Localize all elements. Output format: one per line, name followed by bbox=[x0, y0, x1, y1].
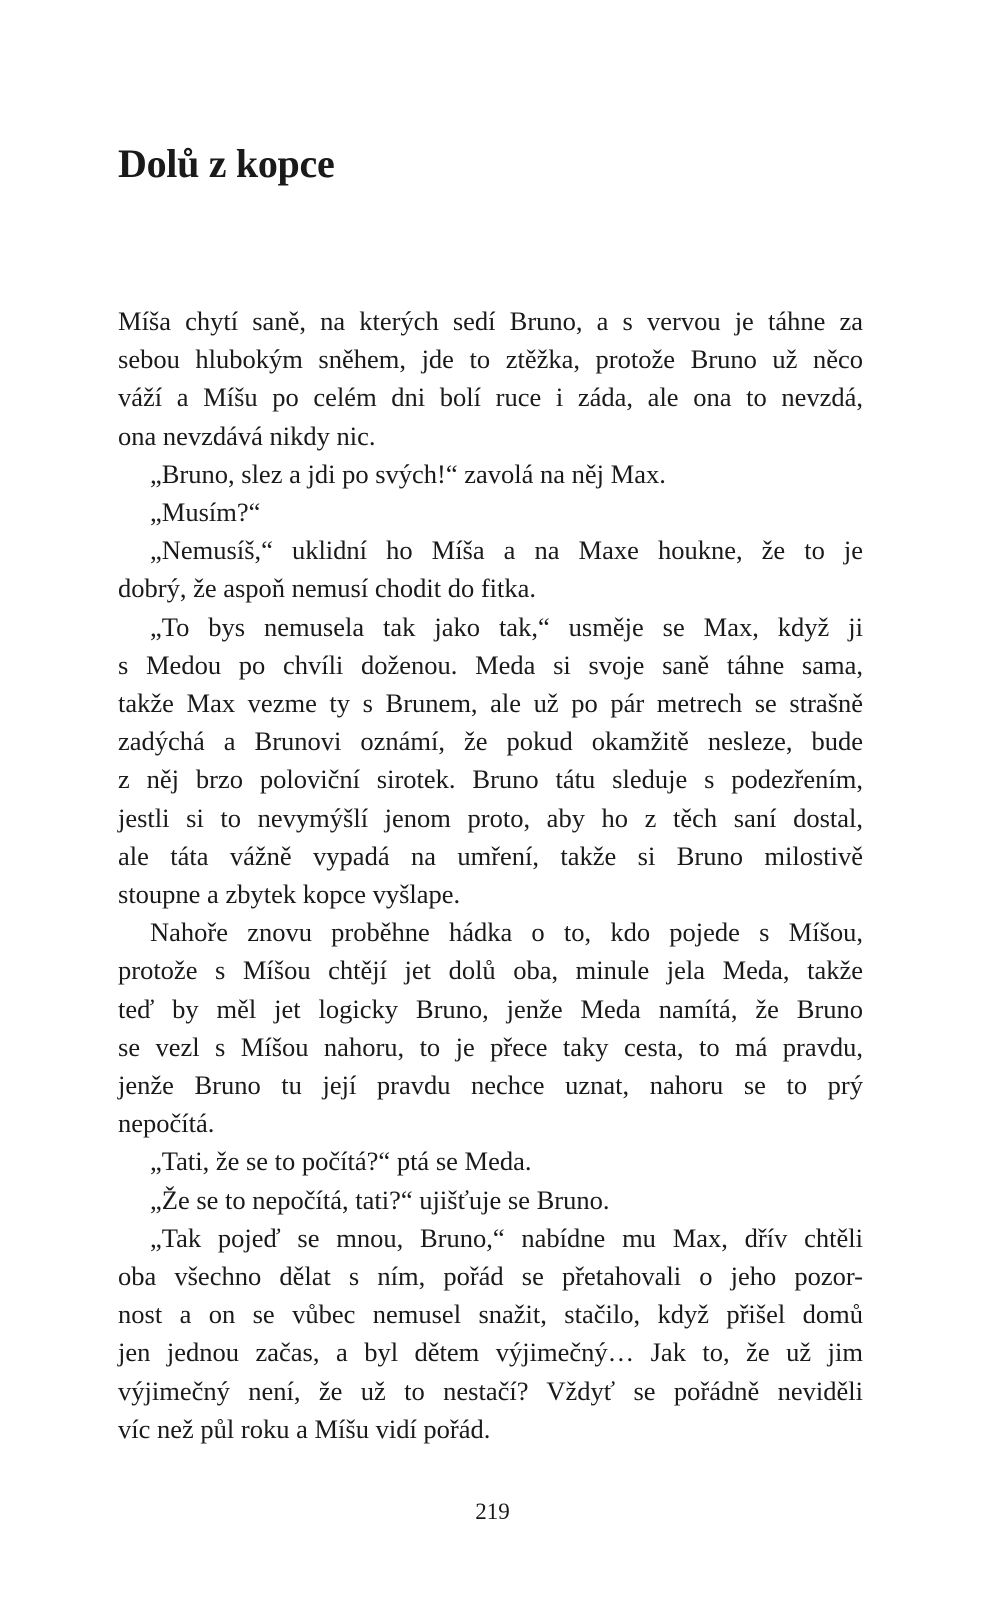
paragraph bbox=[118, 913, 863, 1142]
text-line: ale táta vážně vypadá na umření, takže si Bruno milostivě bbox=[118, 840, 863, 871]
text-line: jen jednou začas, a byl dětem výjimečný… Jak to, že už jim bbox=[118, 1337, 863, 1368]
paragraph bbox=[118, 531, 863, 607]
text-line: víc než půl roku a Míšu vidí pořád. bbox=[118, 1413, 491, 1444]
paragraph bbox=[118, 302, 863, 455]
text-line: Míša chytí saně, na kterých sedí Bruno, a s vervou je táhne za bbox=[118, 306, 863, 336]
text-line: oba všechno dělat s ním, pořád se přetahovali o jeho pozor- bbox=[118, 1261, 863, 1292]
text-line: sebou hlubokým sněhem, jde to ztěžka, protože Bruno už něco bbox=[118, 344, 863, 375]
text-line: „Že se to nepočítá, tati?“ ujišťuje se Bruno. bbox=[150, 1184, 610, 1215]
paragraph bbox=[118, 455, 863, 493]
text-line: teď by měl jet logicky Bruno, jenže Meda namítá, že Bruno bbox=[118, 993, 863, 1024]
text-line: „Bruno, slez a jdi po svých!“ zavolá na něj Max. bbox=[150, 458, 666, 489]
text-line: s Medou po chvíli doženou. Meda si svoje saně táhne sama, bbox=[118, 649, 863, 680]
text-line: „Nemusíš,“ uklidní ho Míša a na Maxe houkne, že to je bbox=[150, 535, 863, 566]
paragraph bbox=[118, 608, 863, 914]
chapter-title: Dolů z kopce bbox=[118, 141, 335, 186]
text-line: „Tati, že se to počítá?“ ptá se Meda. bbox=[150, 1146, 532, 1177]
paragraph bbox=[118, 493, 863, 531]
text-line: z něj brzo poloviční sirotek. Bruno tátu sleduje s podezřením, bbox=[118, 764, 863, 795]
text-line: jenže Bruno tu její pravdu nechce uznat, nahoru se to prý bbox=[118, 1070, 863, 1101]
text-line: nepočítá. bbox=[118, 1108, 215, 1139]
text-line: jestli si to nevymýšlí jenom proto, aby ho z těch saní dostal, bbox=[118, 802, 863, 833]
text-line: Nahoře znovu proběhne hádka o to, kdo pojede s Míšou, bbox=[150, 917, 863, 948]
text-line: dobrý, že aspoň nemusí chodit do fitka. bbox=[118, 573, 537, 604]
paragraph bbox=[118, 1219, 863, 1448]
text-line: váží a Míšu po celém dni bolí ruce i záda, ale ona to nevzdá, bbox=[118, 382, 863, 413]
text-line: „Musím?“ bbox=[150, 497, 261, 528]
text-line: protože s Míšou chtějí jet dolů oba, minule jela Meda, takže bbox=[118, 955, 863, 986]
text-line: „To bys nemusela tak jako tak,“ usměje se Max, když ji bbox=[150, 611, 863, 642]
paragraph bbox=[118, 1142, 863, 1180]
text-line: „Tak pojeď se mnou, Bruno,“ nabídne mu Max, dřív chtěli bbox=[150, 1222, 863, 1253]
text-line: takže Max vezme ty s Brunem, ale už po pár metrech se strašně bbox=[118, 688, 863, 719]
page-number: 219 bbox=[475, 1499, 510, 1524]
body-text bbox=[118, 302, 863, 1448]
text-line: ona nevzdává nikdy nic. bbox=[118, 420, 376, 451]
text-line: stoupne a zbytek kopce vyšlape. bbox=[118, 879, 461, 910]
text-line: zadýchá a Brunovi oznámí, že pokud okamžitě nesleze, bude bbox=[118, 726, 863, 757]
text-line: výjimečný není, že už to nestačí? Vždyť se pořádně neviděli bbox=[118, 1375, 863, 1406]
paragraph bbox=[118, 1181, 863, 1219]
text-line: nost a on se vůbec nemusel snažit, stačilo, když přišel domů bbox=[118, 1299, 863, 1330]
text-line: se vezl s Míšou nahoru, to je přece taky cesta, to má pravdu, bbox=[118, 1031, 863, 1062]
